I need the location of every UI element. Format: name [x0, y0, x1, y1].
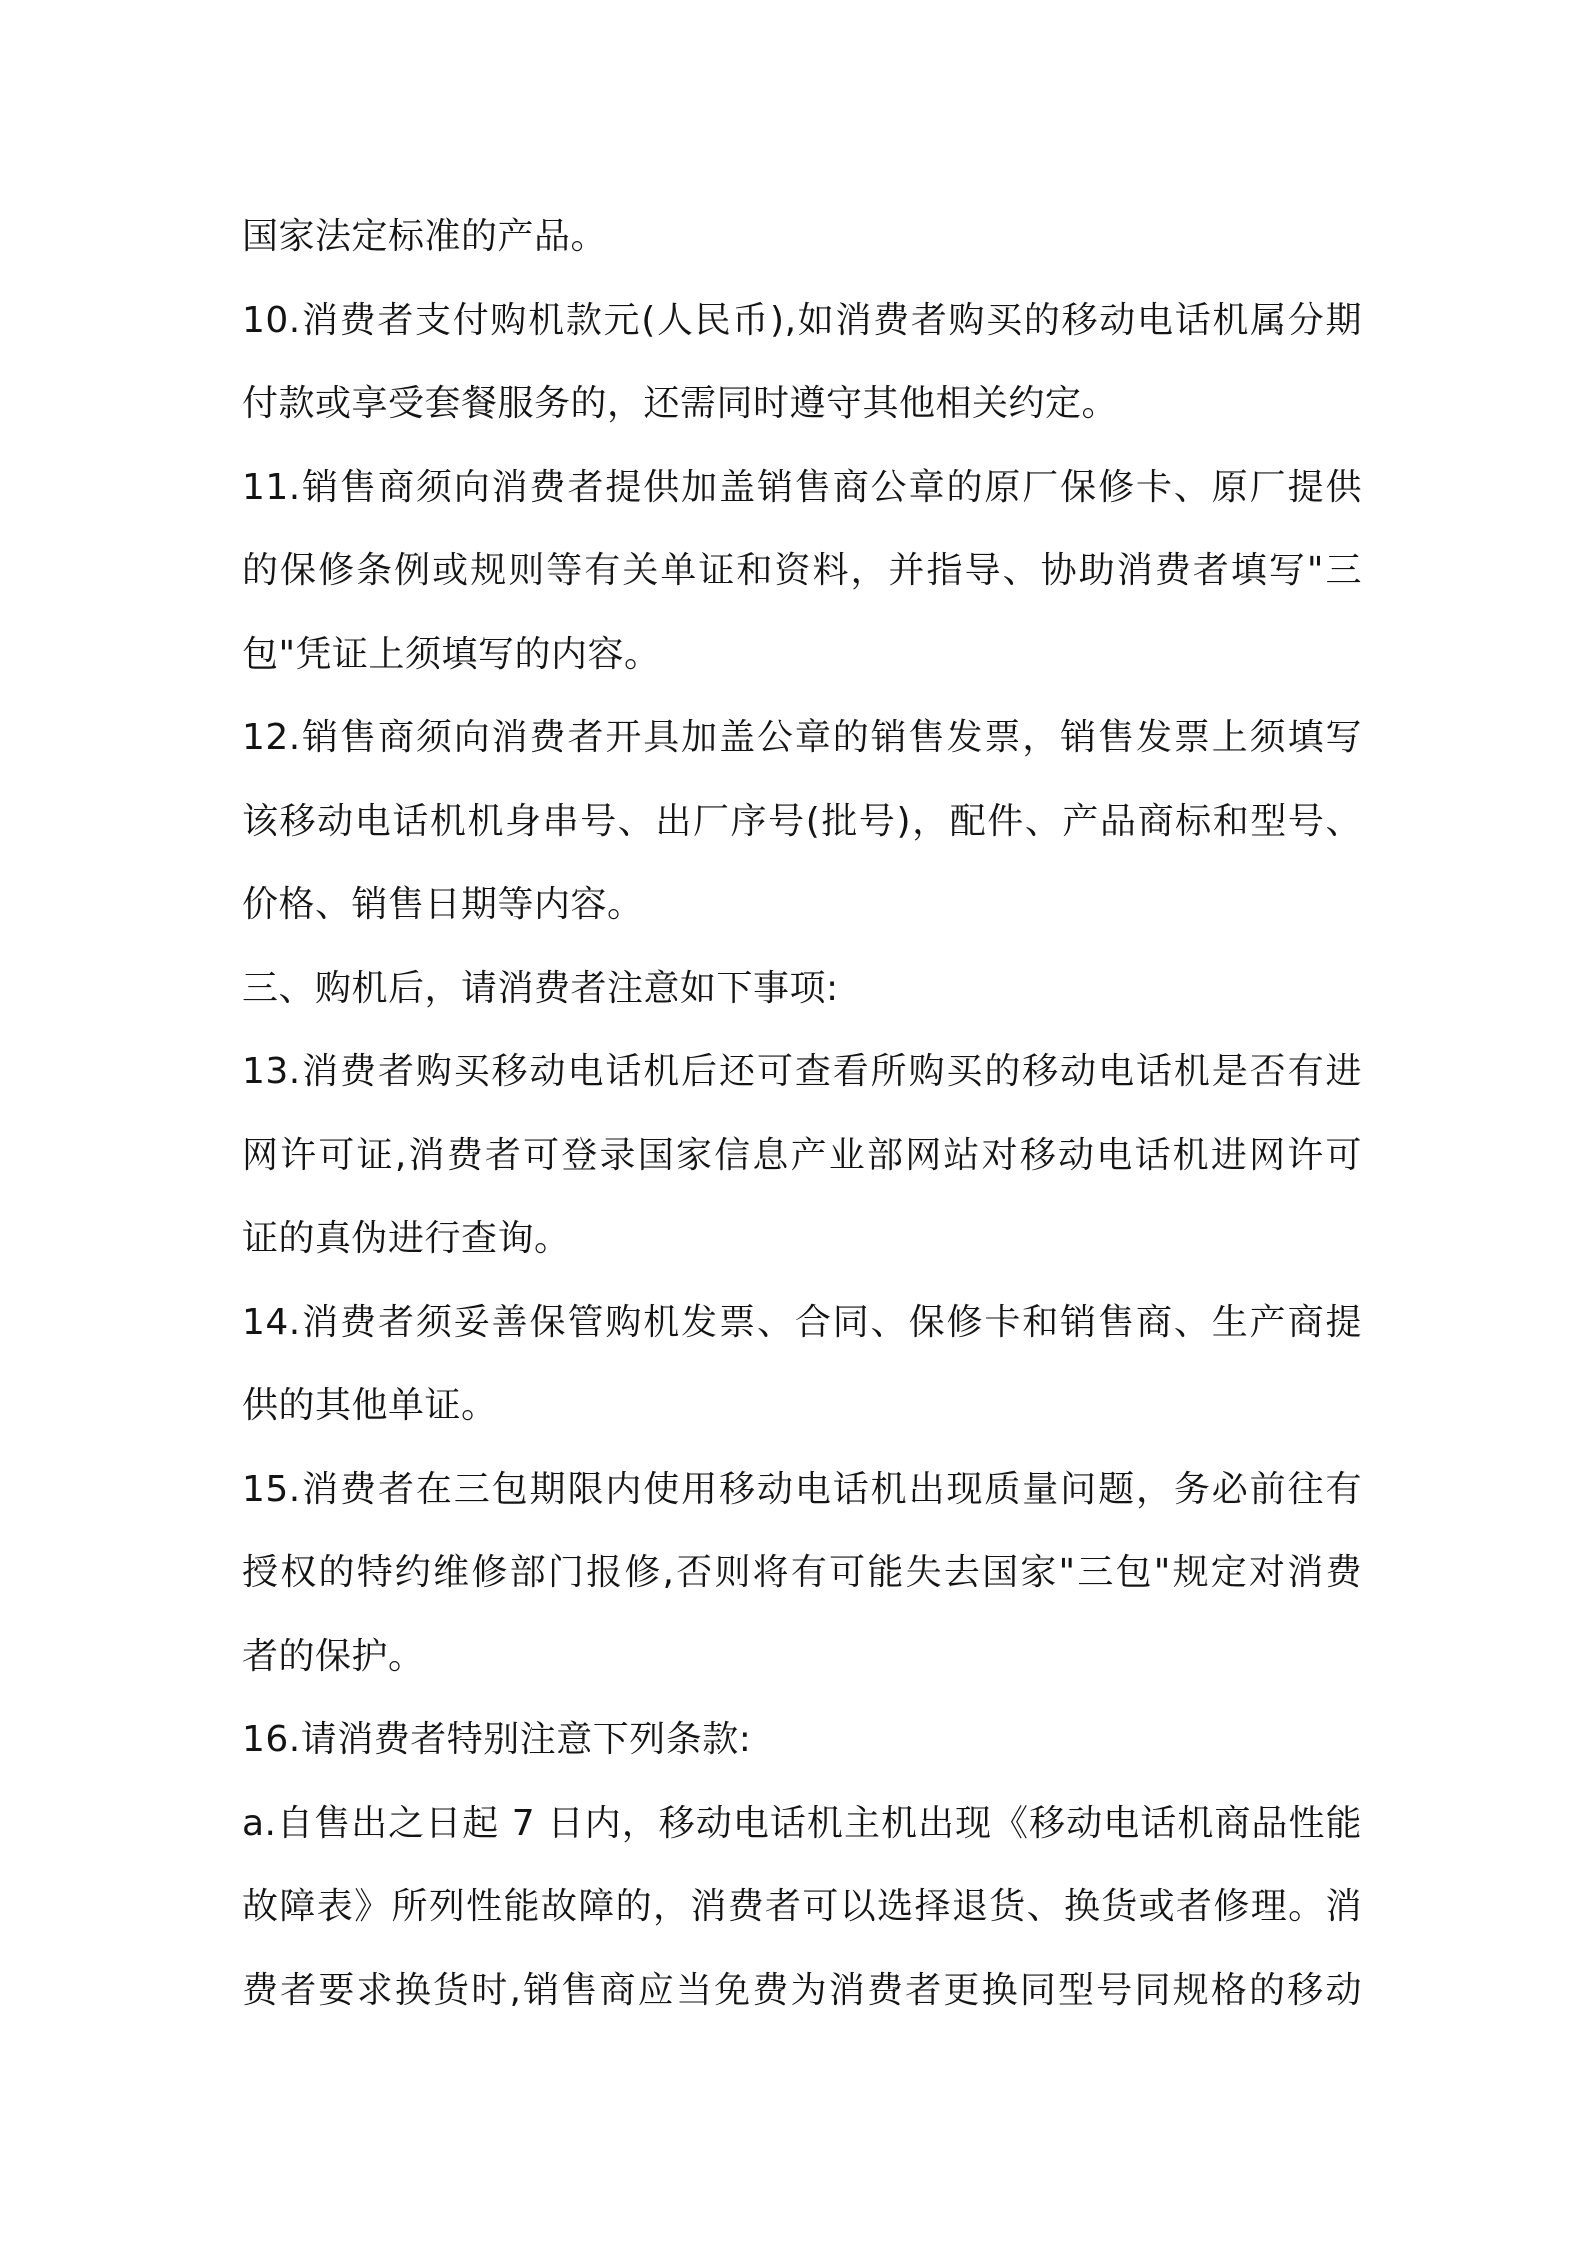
text-line-13: 证的真伪进行查询。: [242, 1218, 571, 1259]
text-line-16: 15.消费者在三包期限内使用移动电话机出现质量问题，务必前往有: [242, 1468, 1362, 1510]
text-line-12: 网许可证,消费者可登录国家信息产业部网站对移动电话机进网许可: [242, 1134, 1362, 1176]
text-line-6: 包"凭证上须填写的内容。: [242, 633, 661, 675]
section-heading: 三、购机后，请消费者注意如下事项:: [242, 967, 839, 1009]
text-line-15: 供的其他单证。: [242, 1385, 498, 1426]
text-line-1: 国家法定标准的产品。: [242, 216, 608, 257]
document-body: [242, 195, 1362, 2032]
text-line-14: 14.消费者须妥善保管购机发票、合同、保修卡和销售商、生产商提: [242, 1301, 1362, 1343]
text-line-20: a.自售出之日起 7 日内，移动电话机主机出现《移动电话机商品性能: [242, 1802, 1362, 1844]
text-line-21: 故障表》所列性能故障的，消费者可以选择退货、换货或者修理。消: [242, 1886, 1362, 1927]
text-line-5: 的保修条例或规则等有关单证和资料，并指导、协助消费者填写"三: [242, 550, 1362, 591]
text-line-17: 授权的特约维修部门报修,否则将有可能失去国家"三包"规定对消费: [242, 1552, 1362, 1593]
text-line-9: 价格、销售日期等内容。: [242, 884, 644, 925]
text-line-3: 付款或享受套餐服务的，还需同时遵守其他相关约定。: [242, 383, 1119, 424]
text-line-7: 12.销售商须向消费者开具加盖公章的销售发票，销售发票上须填写: [242, 717, 1362, 758]
text-line-22: 费者要求换货时,销售商应当免费为消费者更换同型号同规格的移动: [242, 1969, 1362, 2011]
text-line-19: 16.请消费者特别注意下列条款:: [242, 1719, 752, 1760]
text-line-8: 该移动电话机机身串号、出厂序号(批号)，配件、产品商标和型号、: [242, 800, 1362, 842]
text-line-11: 13.消费者购买移动电话机后还可查看所购买的移动电话机是否有进: [242, 1051, 1362, 1092]
text-line-4: 11.销售商须向消费者提供加盖销售商公章的原厂保修卡、原厂提供: [242, 466, 1362, 508]
text-line-18: 者的保护。: [242, 1635, 425, 1677]
text-line-2: 10.消费者支付购机款元(人民币),如消费者购买的移动电话机属分期: [242, 299, 1362, 341]
